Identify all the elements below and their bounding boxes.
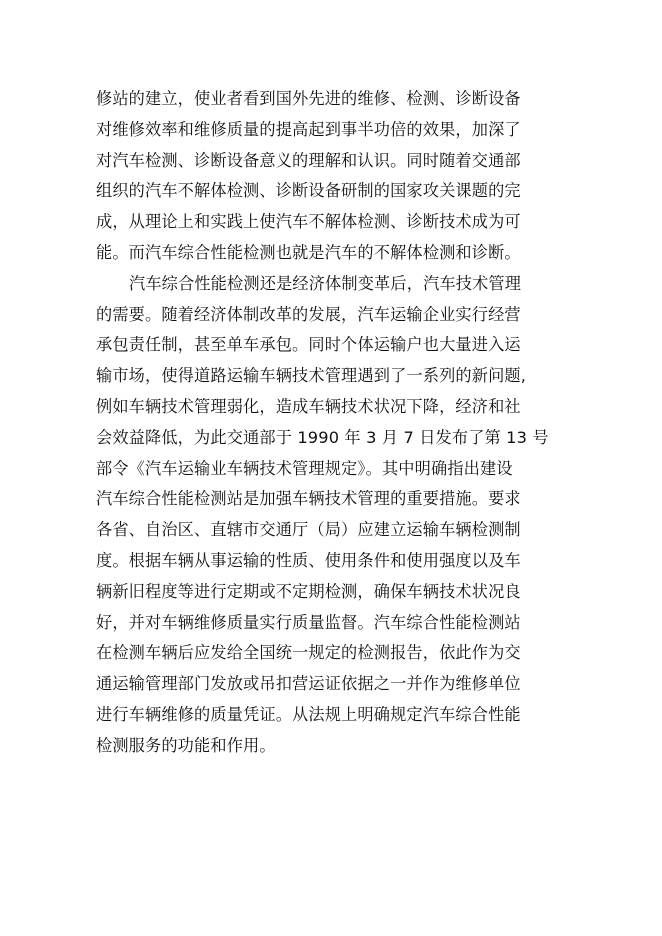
text-line: 部令《汽车运输业车辆技术管理规定》。其中明确指出建设 <box>96 458 513 478</box>
paragraph-2 <box>96 269 568 762</box>
text-line: 会效益降低，为此交通部于 1990 年 3 月 7 日发布了第 13 号 <box>96 427 549 447</box>
text-line: 组织的汽车不解体检测、诊断设备研制的国家攻关课题的完 <box>96 181 521 201</box>
text-line: 通运输管理部门发放或吊扣营运证依据之一并作为维修单位 <box>96 674 521 694</box>
text-line: 度。根据车辆从事运输的性质、使用条件和使用强度以及车 <box>96 550 521 570</box>
text-line: 辆新旧程度等进行定期或不定期检测，确保车辆技术状况良 <box>96 581 521 601</box>
text-line-indented: 汽车综合性能检测还是经济体制变革后，汽车技术管理 <box>129 273 522 293</box>
text-line: 对维修效率和维修质量的提高起到事半功倍的效果，加深了 <box>96 119 521 139</box>
text-line: 各省、自治区、直辖市交通厅（局）应建立运输车辆检测制 <box>96 520 521 540</box>
text-line: 汽车综合性能检测站是加强车辆技术管理的重要措施。要求 <box>96 489 521 509</box>
text-line: 检测服务的功能和作用。 <box>96 735 276 755</box>
text-line: 的需要。随着经济体制改革的发展，汽车运输企业实行经营 <box>96 304 521 324</box>
text-line: 对汽车检测、诊断设备意义的理解和认识。同时随着交通部 <box>96 150 521 170</box>
text-line: 能。而汽车综合性能检测也就是汽车的不解体检测和诊断。 <box>96 242 521 262</box>
text-line: 进行车辆维修的质量凭证。从法规上明确规定汽车综合性能 <box>96 704 521 724</box>
text-line: 成，从理论上和实践上使汽车不解体检测、诊断技术成为可 <box>96 212 521 232</box>
text-line: 承包责任制，甚至单车承包。同时个体运输户也大量进入运 <box>96 335 521 355</box>
text-line: 修站的建立，使业者看到国外先进的维修、检测、诊断设备 <box>96 89 521 108</box>
text-line: 输市场，使得道路运输车辆技术管理遇到了一系列的新问题, <box>96 366 527 386</box>
document-page <box>96 84 568 762</box>
paragraph-1 <box>96 84 568 269</box>
text-line: 例如车辆技术管理弱化，造成车辆技术状况下降，经济和社 <box>96 396 521 416</box>
text-line: 好，并对车辆维修质量实行质量监督。汽车综合性能检测站 <box>96 612 521 632</box>
text-line: 在检测车辆后应发给全国统一规定的检测报告，依此作为交 <box>96 643 521 663</box>
